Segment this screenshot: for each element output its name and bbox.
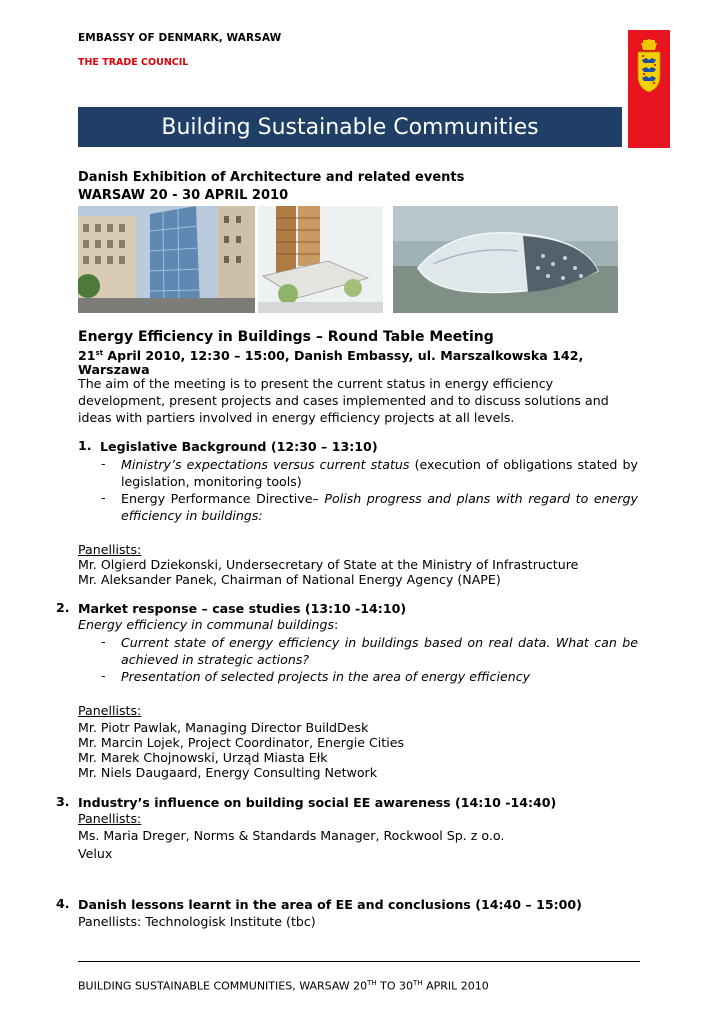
section-4-title: Danish lessons learnt in the area of EE and conclusions (14:40 – 15:00) — [78, 897, 582, 912]
section-1-number: 1. — [78, 438, 92, 453]
meeting-city: Warszawa — [78, 362, 150, 377]
section-2-panellists-label: Panellists: — [78, 703, 142, 718]
bullet-dash: - — [101, 490, 106, 505]
embassy-name: EMBASSY OF DENMARK, WARSAW — [78, 32, 282, 44]
panellist: Mr. Marcin Lojek, Project Coordinator, Energie Cities — [78, 735, 405, 750]
panellist: Mr. Piotr Pawlak, Managing Director BuildDesk — [78, 720, 369, 735]
exhibition-dates: WARSAW 20 - 30 APRIL 2010 — [78, 188, 289, 203]
meeting-date-line: 21st April 2010, 12:30 – 15:00, Danish Embassy, ul. Marszalkowska 142, — [78, 348, 584, 364]
photo-tower-render — [258, 206, 383, 313]
section-2-title: Market response – case studies (13:10 -14:10) — [78, 601, 407, 616]
danish-flag-strip — [628, 30, 670, 148]
panellist: Mr. Niels Daugaard, Energy Consulting Network — [78, 765, 378, 780]
section-4-panellists: Panellists: Technologisk Institute (tbc) — [78, 914, 316, 929]
coat-of-arms-icon — [634, 38, 664, 94]
panellist: Mr. Marek Chojnowski, Urząd Miasta Ełk — [78, 750, 328, 765]
section-2-subtitle: Energy efficiency in communal buildings: — [78, 617, 339, 632]
page-title-banner: Building Sustainable Communities — [78, 107, 622, 147]
section-2-bullet-2: Presentation of selected projects in the area of energy efficiency — [121, 669, 531, 684]
bullet-dash: - — [101, 456, 106, 471]
meeting-title: Energy Efficiency in Buildings – Round Table Meeting — [78, 329, 494, 345]
footer-text: BUILDING SUSTAINABLE COMMUNITIES, WARSAW 20TH TO 30TH APRIL 2010 — [78, 979, 489, 993]
section-2-bullet-1: Current state of energy efficiency in buildings based on real data. What can be achieved in strategic actions? — [121, 635, 638, 667]
panellist: Mr. Aleksander Panek, Chairman of National Energy Agency (NAPE) — [78, 572, 501, 587]
section-1-panellists-label: Panellists: — [78, 542, 142, 557]
panellist: Ms. Maria Dreger, Norms & Standards Manager, Rockwool Sp. z o.o. — [78, 828, 505, 843]
section-3-panellists-label: Panellists: — [78, 811, 142, 826]
section-3-title: Industry’s influence on building social EE awareness (14:10 -14:40) — [78, 795, 557, 810]
meeting-intro: The aim of the meeting is to present the current status in energy efficiency development, present projects and cases implemented and to discuss solutions and ideas with partiers involved in energy efficiency projects at all levels. — [78, 376, 609, 425]
panellist: Velux — [78, 846, 113, 861]
section-2-number: 2. — [56, 600, 70, 615]
architecture-photos — [78, 206, 618, 313]
bullet-dash: - — [101, 668, 106, 683]
panellist: Mr. Olgierd Dziekonski, Undersecretary of State at the Ministry of Infrastructure — [78, 557, 579, 572]
photo-stadium-render — [393, 206, 618, 313]
section-4-number: 4. — [56, 896, 70, 911]
section-1-bullet-2: Energy Performance Directive– Polish progress and plans with regard to energy efficiency in buildings: — [121, 491, 638, 523]
trade-council-label: THE TRADE COUNCIL — [78, 57, 189, 68]
exhibition-title: Danish Exhibition of Architecture and related events — [78, 170, 465, 185]
footer-divider — [78, 961, 640, 962]
section-1-title: Legislative Background (12:30 – 13:10) — [100, 439, 378, 454]
bullet-dash: - — [101, 634, 106, 649]
section-1-bullet-1: Ministry’s expectations versus current status (execution of obligations stated by legislation, monitoring tools) — [121, 457, 639, 489]
section-3-number: 3. — [56, 794, 70, 809]
photo-city-buildings — [78, 206, 255, 313]
